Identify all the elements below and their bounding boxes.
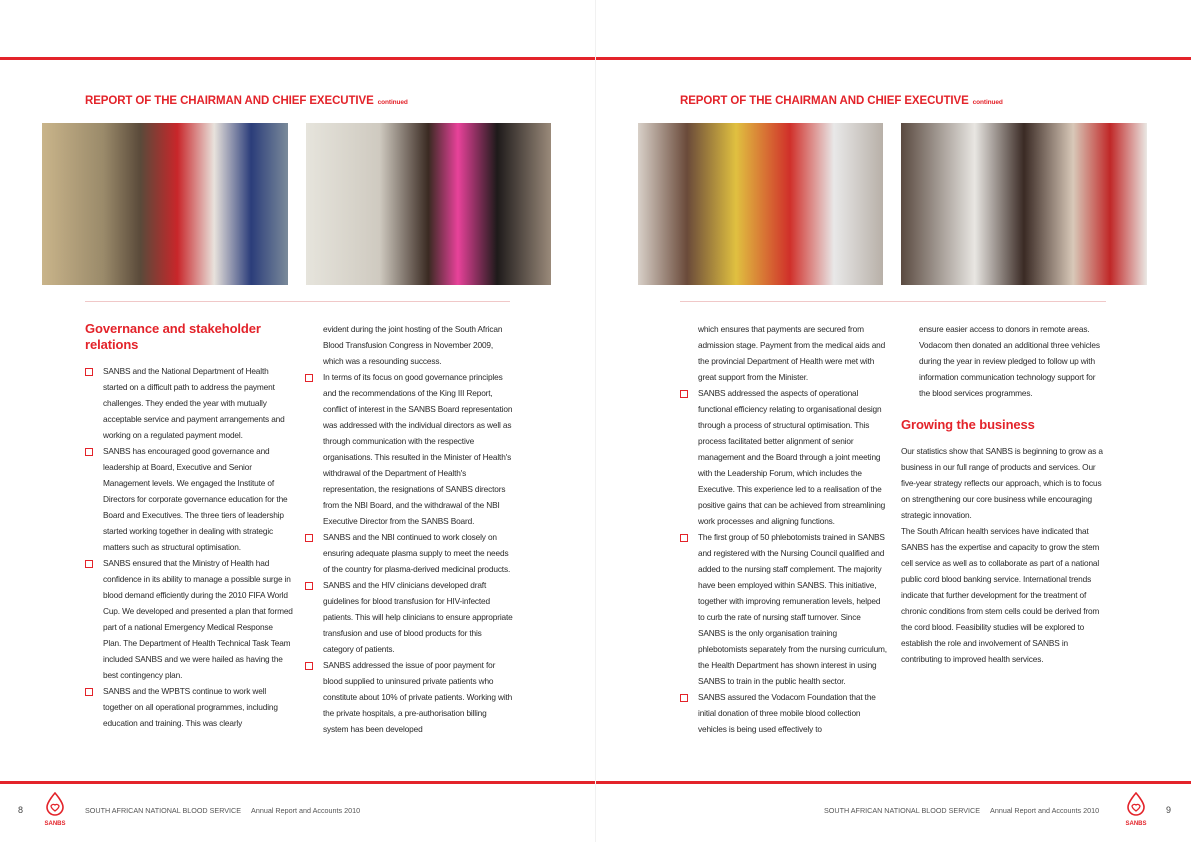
logo-text: SANBS [1125, 821, 1147, 827]
section-heading-governance: Governance and stakeholder relations [85, 321, 261, 352]
section-divider-left [85, 301, 510, 302]
header-suffix: continued [377, 99, 408, 106]
column-3 [680, 321, 888, 737]
section-heading-growing: Growing the business [901, 417, 1035, 432]
footer-report: Annual Report and Accounts 2010 [990, 806, 1100, 815]
sanbs-logo-left [40, 792, 70, 827]
bullet-item: SANBS and the National Department of Health started on a difficult path to address the payment challenges. They ended the year with mutually acceptable service and payment arrangements and working on a regulated payment model. [85, 363, 293, 443]
bullet-item: SANBS ensured that the Ministry of Health had confidence in its ability to manage a possible surge in blood demand efficiently during the 2010 FIFA World Cup. We developed and presented a plan that formed part of a national Emergency Medical Response Plan. The Department of Health Technical Task Team included SANBS and we were hailed as having the best contingency plan. [85, 555, 293, 683]
header-title: REPORT OF THE CHAIRMAN AND CHIEF EXECUTIVE [85, 95, 374, 107]
footer-org: SOUTH AFRICAN NATIONAL BLOOD SERVICE [85, 806, 242, 815]
footer-report: Annual Report and Accounts 2010 [251, 806, 361, 815]
section-divider-right [680, 301, 1106, 302]
blood-drop-icon [1125, 792, 1147, 816]
bullet-item: SANBS has encouraged good governance and leadership at Board, Executive and Senior Management levels. We engaged the Institute of Directors for corporate governance education for the Board and Executives. The three tiers of leadership started working together in dealing with strategic matters such as structural optimisation. [85, 443, 293, 555]
header-suffix: continued [972, 99, 1003, 106]
footer-right [824, 806, 1099, 815]
header-title: REPORT OF THE CHAIRMAN AND CHIEF EXECUTIVE [680, 95, 969, 107]
bullet-item: SANBS addressed the issue of poor payment for blood supplied to uninsured private patients who constitute about 10% of private patients. Working with the private hospitals, a pre-authorisation billing system has been developed [305, 657, 513, 737]
header-left [85, 95, 408, 107]
page-number-left: 8 [18, 805, 24, 815]
bullet-item: The first group of 50 phlebotomists trained in SANBS and registered with the Nursing Council qualified and added to the nursing staff complement. The majority have been employed within SANBS. This initiative, together with improving remuneration levels, helped to curb the rate of nursing staff turnover. Since SANBS is the only organisation training phlebotomists separately from the nursing curriculum, the Health Department has shown interest in using SANBS to train in the public health sector. [680, 529, 888, 689]
sanbs-logo-right [1121, 792, 1151, 827]
column-1 [85, 321, 293, 731]
column-2 [305, 321, 513, 737]
bullet-continuation: which ensures that payments are secured from admission stage. Payment from the medical aids and the provincial Department of Health were met with great support from the Minister. [698, 324, 886, 382]
photo-donor-tent [901, 123, 1147, 285]
logo-text: SANBS [44, 821, 66, 827]
paragraph: The South African health services have indicated that SANBS has the expertise and capacity to grow the stem cell service as well as to collaborate as part of a national public cord blood banking service. International trends indicate that further development for the treatment of chronic conditions from stem cells could be derived from the cord blood. Feasibility studies will be explored to establish the role and involvement of SANBS in contributing to improved health services. [901, 526, 1100, 664]
bullet-item: SANBS addressed the aspects of operational functional efficiency relating to organisational design through a process of structural optimisation. This process facilitated better alignment of senior management and the Board through a joint meeting with the Leadership Forum, which includes the Executive. This experience led to a realisation of the positive gains that can be achieved from streamlining work processes and aligning functions. [680, 385, 888, 529]
bullet-item: SANBS and the NBI continued to work closely on ensuring adequate plasma supply to meet the needs of the country for plasma-derived medicinal products. [305, 529, 513, 577]
bullet-item: SANBS assured the Vodacom Foundation that the initial donation of three mobile blood collection vehicles is being used effectively to [680, 689, 888, 737]
bullet-continuation: evident during the joint hosting of the South African Blood Transfusion Congress in November 2009, which was a resounding success. [323, 324, 503, 366]
photo-donor-pink-top [306, 123, 551, 285]
page-number-right: 9 [1166, 805, 1172, 815]
footer-left [85, 806, 360, 815]
blood-drop-icon [44, 792, 66, 816]
bullet-item: SANBS and the HIV clinicians developed draft guidelines for blood transfusion for HIV-infected patients. This will help clinicians to ensure appropriate transfusion and use of blood products for this category of patients. [305, 577, 513, 657]
bullet-item: SANBS and the WPBTS continue to work well together on all operational programmes, including education and training. This was clearly [85, 683, 293, 731]
page-gutter [595, 0, 596, 842]
header-right [680, 95, 1003, 107]
bullet-item: In terms of its focus on good governance principles and the recommendations of the King III Report, conflict of interest in the SANBS Board representation was addressed with the individual directors as well as through communication with the respective organisations. This resulted in the Minister of Health's withdrawal of the Department of Health's representation, the resignations of SANBS directors from the NBI Board, and the withdrawal of the NBI Executive Director from the SANBS Board. [305, 369, 513, 529]
paragraph: Our statistics show that SANBS is beginning to grow as a business in our full range of products and services. Our five-year strategy reflects our approach, which is to focus on strengthening our core business while encouraging strategic innovation. [901, 446, 1103, 520]
column-4 [901, 321, 1107, 667]
photo-nurses-group [638, 123, 883, 285]
bullet-continuation: ensure easier access to donors in remote areas. Vodacom then donated an additional three vehicles during the year in review pledged to follow up with information communication technology support for the blood services programmes. [919, 324, 1100, 398]
photo-donor-red-shirt [42, 123, 288, 285]
footer-org: SOUTH AFRICAN NATIONAL BLOOD SERVICE [824, 806, 981, 815]
